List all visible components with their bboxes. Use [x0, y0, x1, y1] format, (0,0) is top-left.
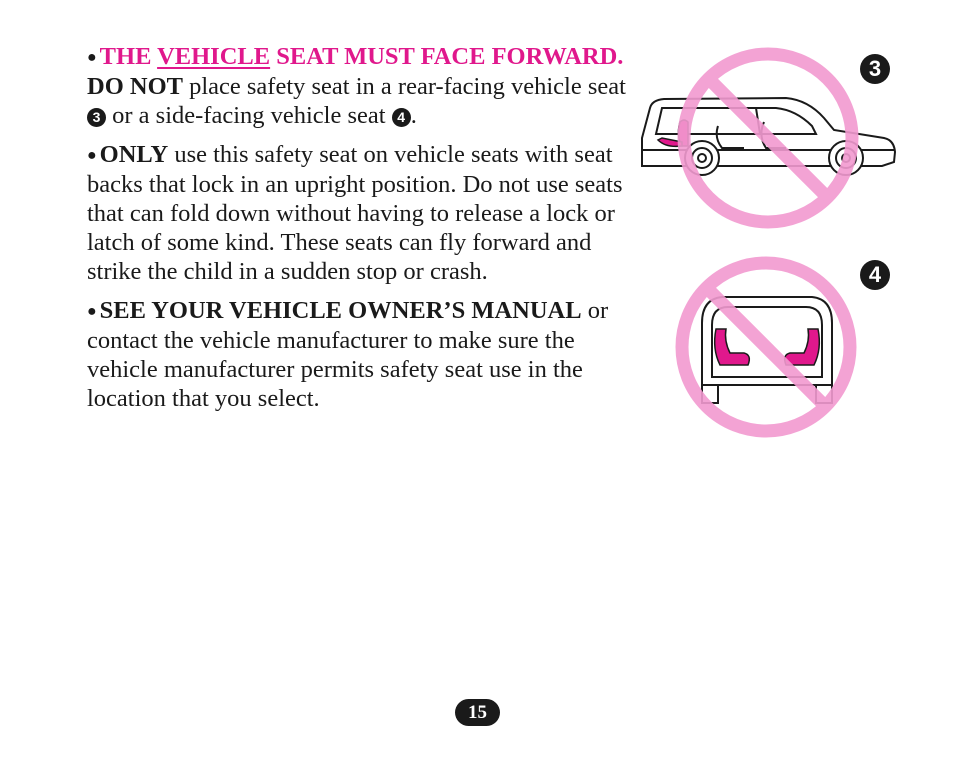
bullet-icon: ● [87, 49, 97, 66]
paragraph-owners-manual [87, 296, 637, 414]
figure-number-4: 4 [860, 260, 890, 290]
bullet-icon: ● [87, 302, 97, 320]
paragraph-text: place safety seat in a rear-facing vehicle seat [182, 73, 626, 101]
paragraph-face-forward: ● THE VEHICLE SEAT MUST FACE FORWARD. DO NOT place safety seat in a rear-facing vehicle seat 3 or a side-facing vehicle seat 4 . [87, 43, 626, 130]
rear-facing-wagon-illustration [636, 42, 900, 234]
do-not-label: DO NOT [87, 73, 183, 101]
side-facing-seat-illustration [672, 253, 860, 441]
owners-manual-label: SEE YOUR VEHICLE OWNER’S MANUAL [99, 296, 582, 324]
paragraph-text: or contact the vehicle manufacturer to make sure the vehicle manufacturer permits safety seat use in the location that you select. [87, 296, 609, 413]
only-label: ONLY [99, 140, 169, 168]
warning-lead: THE VEHICLE SEAT MUST FACE FORWARD. [99, 43, 624, 70]
figure-ref-4: 4 [392, 108, 411, 127]
figure-number-3: 3 [860, 54, 890, 84]
figure-ref-3: 3 [87, 108, 106, 127]
page-number-badge: 15 [455, 699, 500, 726]
bullet-icon: ● [87, 146, 97, 164]
paragraph-only-upright [87, 140, 637, 287]
paragraph-text: use this safety seat on vehicle seats with seat backs that lock in an upright position. Do not use seats that can fold down without having to release a lock or latch of some kind. These seats can fly forward and strike the child in a sudden stop or crash. [87, 140, 623, 286]
paragraph-text: or a side-facing vehicle seat [106, 102, 392, 130]
instructions-column [87, 42, 637, 422]
